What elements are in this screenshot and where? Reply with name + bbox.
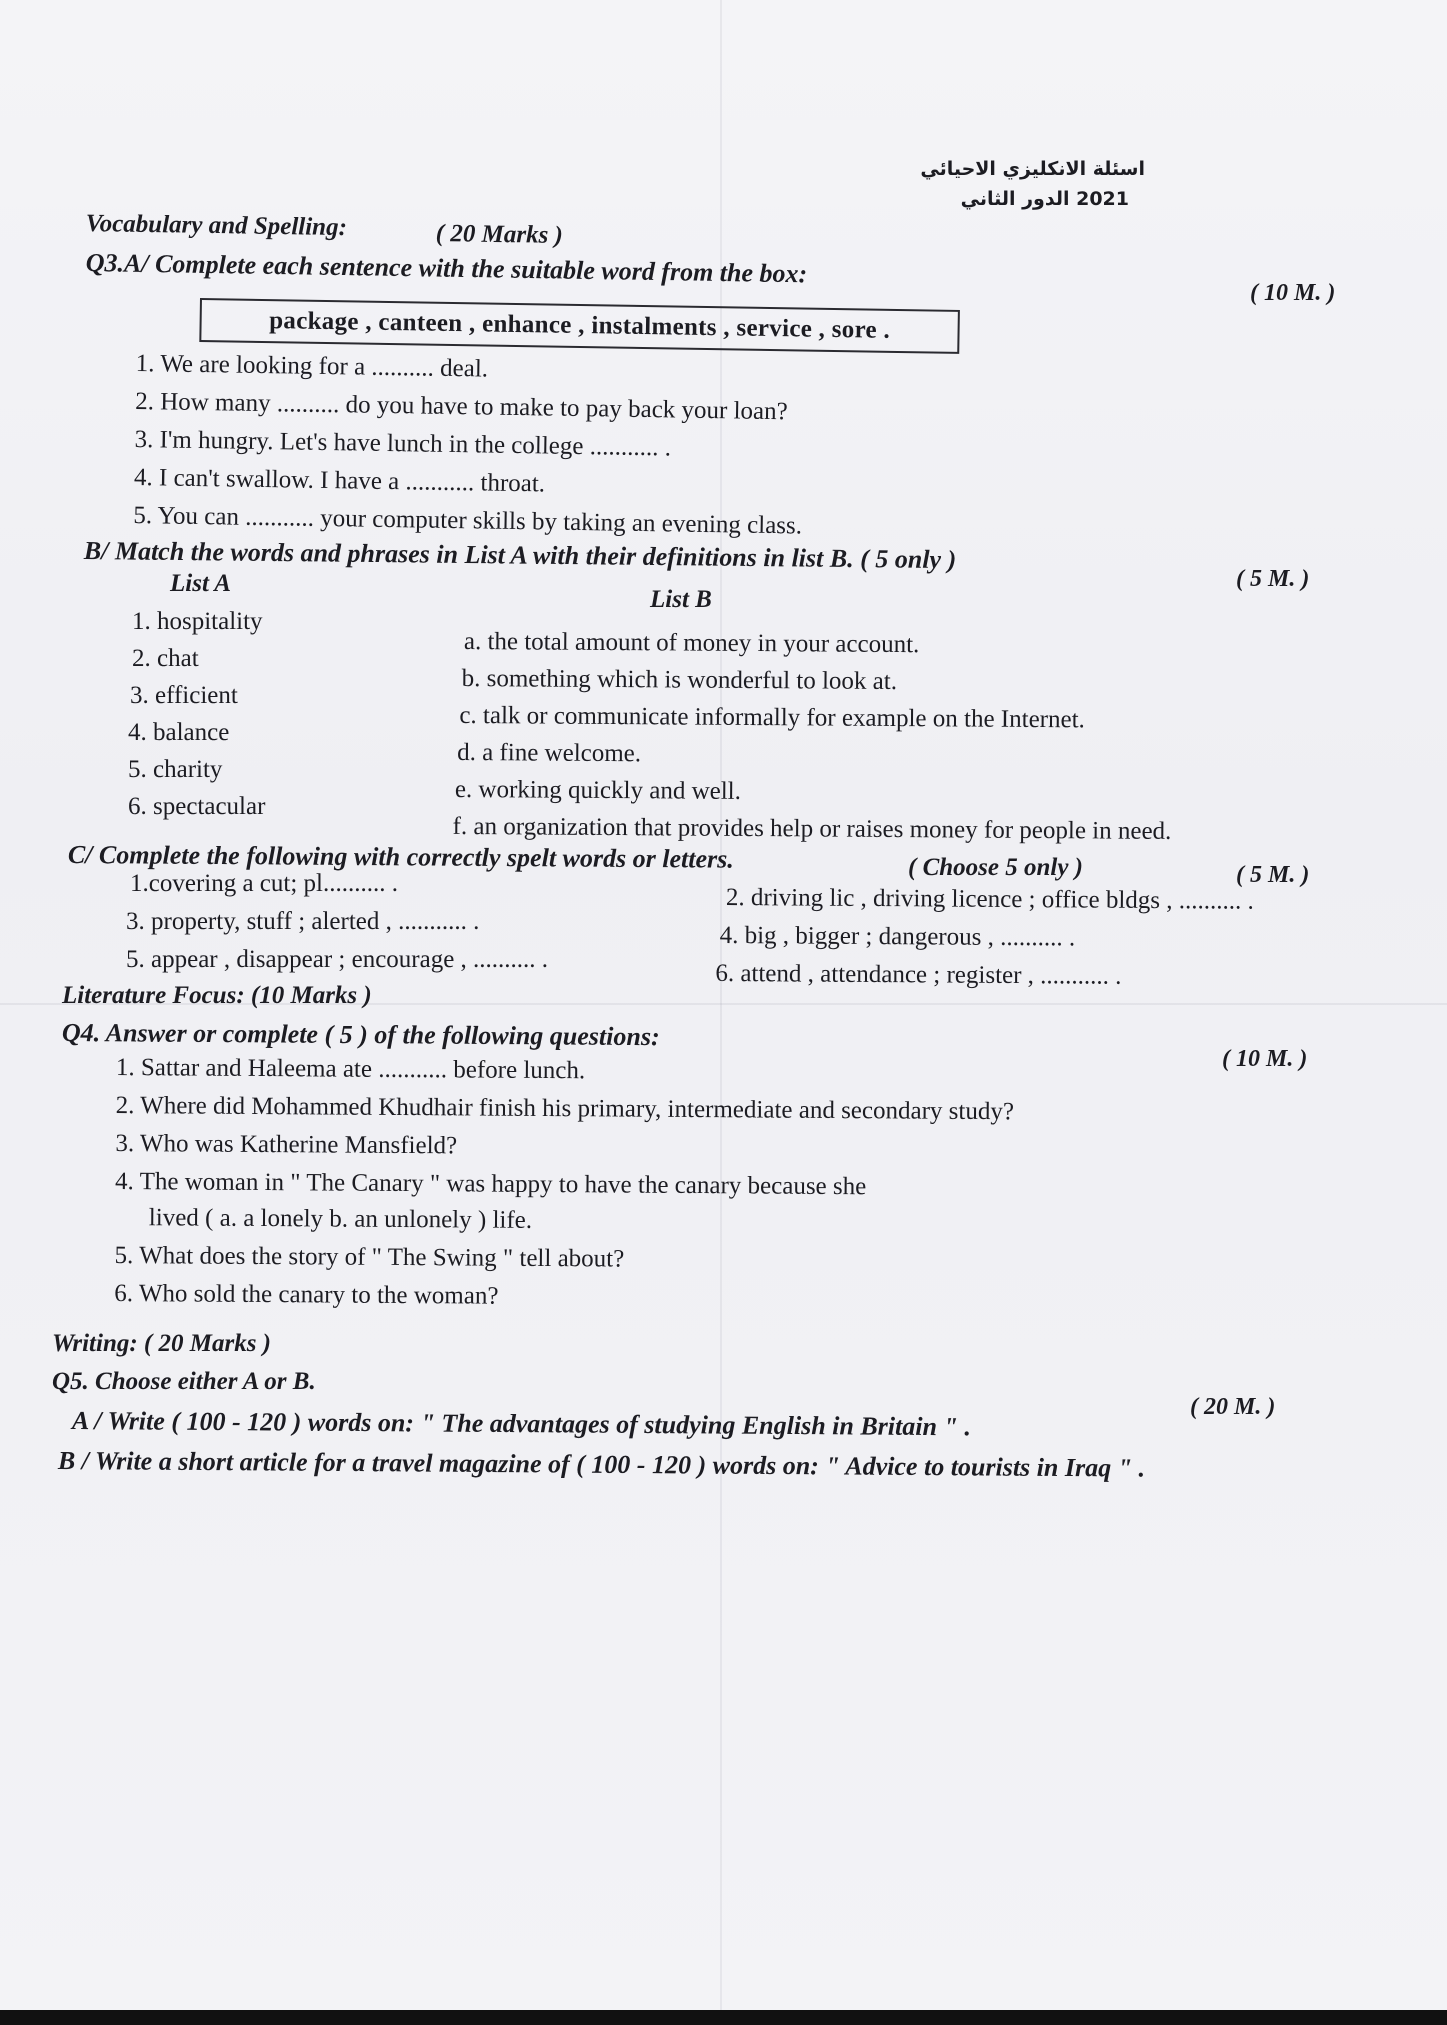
q3c-title: C/ Complete the following with correctly spelt words or letters. <box>67 840 734 874</box>
question-5: 5. What does the story of " The Swing " tell about? <box>114 1241 625 1273</box>
spelling-item: 2. driving lic , driving licence ; office bldgs , .......... . <box>725 884 1254 915</box>
list-a-item: 6. spectacular <box>128 793 266 820</box>
list-b-item: a. the total amount of money in your account. <box>463 628 920 659</box>
q5-option-a: A / Write ( 100 - 120 ) words on: " The advantages of studying English in Britain " . <box>71 1406 972 1442</box>
q3b-title: B/ Match the words and phrases in List A with their definitions in list B. ( 5 only ) <box>83 536 957 575</box>
spelling-item: 1.covering a cut; pl.......... . <box>130 870 398 897</box>
question-3: 3. Who was Katherine Mansfield? <box>115 1129 458 1160</box>
q3c-marks: ( 5 M. ) <box>1236 862 1310 888</box>
list-b-item: f. an organization that provides help or raises money for people in need. <box>452 812 1172 845</box>
list-b-label: List B <box>650 586 712 613</box>
list-a-item: 1. hospitality <box>132 608 263 635</box>
list-b-item: d. a fine welcome. <box>457 738 642 768</box>
list-b-item: e. working quickly and well. <box>454 775 742 805</box>
scan-edge <box>0 2010 1447 2025</box>
sentence-4: 4. I can't swallow. I have a ........... throat. <box>133 463 546 498</box>
writing-heading: Writing: ( 20 Marks ) <box>52 1330 272 1357</box>
word-box: package , canteen , enhance , instalments , service , sore . <box>199 298 960 354</box>
list-a-item: 2. chat <box>132 645 199 672</box>
literature-heading: Literature Focus: (10 Marks ) <box>62 982 372 1009</box>
list-a-item: 5. charity <box>128 756 223 783</box>
question-4: 4. The woman in " The Canary " was happy to have the canary because she <box>115 1167 867 1201</box>
list-a-item: 3. efficient <box>130 682 238 709</box>
q5-option-b: B / Write a short article for a travel magazine of ( 100 - 120 ) words on: " Advice to tourists in Iraq " . <box>57 1446 1146 1483</box>
list-b-item: b. something which is wonderful to look at. <box>461 664 898 696</box>
sentence-2: 2. How many .......... do you have to make to pay back your loan? <box>134 387 788 426</box>
question-4-options: lived ( a. a lonely b. an unlonely ) life. <box>148 1204 533 1234</box>
spelling-item: 4. big , bigger ; dangerous , .......... . <box>719 921 1076 952</box>
list-b-item: c. talk or communicate informally for example on the Internet. <box>459 701 1085 734</box>
q4-title: Q4. Answer or complete ( 5 ) of the following questions: <box>61 1018 660 1052</box>
sentence-5: 5. You can ........... your computer skills by taking an evening class. <box>133 501 803 540</box>
spelling-item: 6. attend , attendance ; register , ........... . <box>715 959 1122 990</box>
q4-marks: ( 10 M. ) <box>1222 1046 1308 1072</box>
q3a-marks: ( 10 M. ) <box>1250 280 1336 306</box>
arabic-year: 2021 الدور الثاني <box>960 188 1129 210</box>
vocab-marks: ( 20 Marks ) <box>435 220 564 249</box>
q3a-title: Q3.A/ Complete each sentence with the suitable word from the box: <box>85 248 808 289</box>
spelling-item: 3. property, stuff ; alerted , ........... . <box>126 908 480 935</box>
q5-title: Q5. Choose either A or B. <box>52 1368 316 1395</box>
question-1: 1. Sattar and Haleema ate ........... before lunch. <box>115 1054 586 1085</box>
sentence-1: 1. We are looking for a .......... deal. <box>135 350 489 383</box>
spelling-item: 5. appear , disappear ; encourage , .......... . <box>126 946 549 973</box>
q5-marks: ( 20 M. ) <box>1190 1394 1276 1420</box>
question-2: 2. Where did Mohammed Khudhair finish his primary, intermediate and secondary study? <box>115 1091 1015 1126</box>
vocab-heading: Vocabulary and Spelling: <box>85 210 348 242</box>
paper-fold-vertical <box>720 0 722 2025</box>
q3c-choose: ( Choose 5 only ) <box>908 854 1083 881</box>
question-6: 6. Who sold the canary to the woman? <box>114 1279 499 1310</box>
q3b-marks: ( 5 M. ) <box>1236 566 1310 592</box>
arabic-title: اسئلة الانكليزي الاحيائي <box>920 158 1145 180</box>
list-a-label: List A <box>170 570 231 597</box>
list-a-item: 4. balance <box>128 719 230 746</box>
sentence-3: 3. I'm hungry. Let's have lunch in the college ........... . <box>134 425 672 462</box>
